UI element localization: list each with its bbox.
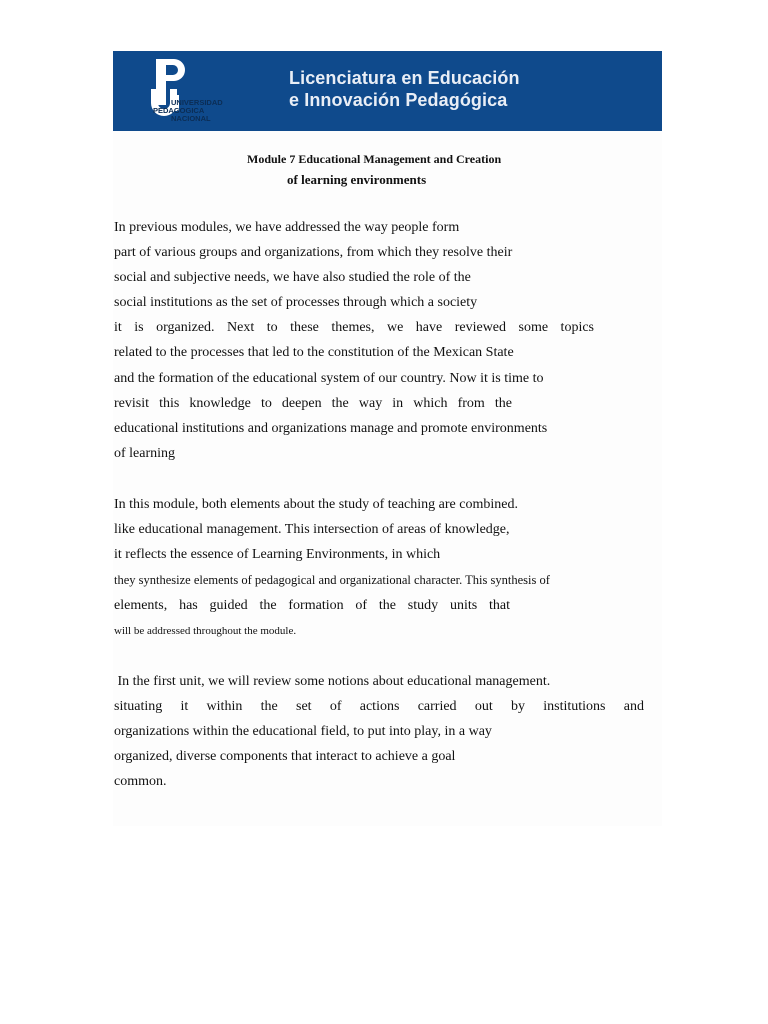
- body-line-7: and the formation of the educational system of our country. Now it is time to: [114, 371, 544, 386]
- program-title-line-2: e Innovación Pedagógica: [289, 90, 508, 110]
- body-line-6: related to the processes that led to the constitution of the Mexican State: [114, 345, 514, 360]
- body-line-20: organized, diverse components that interact to achieve a goal: [114, 749, 456, 764]
- body-line-18: situating it within the set of actions carried out by institutions and: [114, 699, 644, 714]
- module-title-line-1: Module 7 Educational Management and Creation: [247, 152, 502, 166]
- body-line-14: they synthesize elements of pedagogical and organizational character. This synthesis of: [114, 573, 550, 587]
- body-line-1: In previous modules, we have addressed the way people form: [114, 220, 460, 235]
- body-line-2: part of various groups and organizations, from which they resolve their: [114, 245, 513, 260]
- university-line-2: PEDAGOGICA: [153, 106, 205, 115]
- body-line-21: common.: [114, 774, 167, 789]
- body-line-15: elements, has guided the formation of the study units that: [114, 598, 510, 613]
- body-line-9: educational institutions and organizations manage and promote environments: [114, 421, 548, 436]
- body-line-11: In this module, both elements about the study of teaching are combined.: [114, 497, 518, 512]
- body-line-10: of learning: [114, 446, 176, 461]
- body-line-12: like educational management. This intersection of areas of knowledge,: [114, 522, 510, 537]
- body-line-3: social and subjective needs, we have also studied the role of the: [114, 270, 471, 285]
- university-name: [153, 99, 223, 123]
- body-line-5: it is organized. Next to these themes, we have reviewed some topics: [114, 320, 594, 335]
- body-line-13: it reflects the essence of Learning Environments, in which: [114, 547, 441, 562]
- program-title: [289, 67, 520, 111]
- header-banner: [113, 51, 662, 131]
- body-line-4: social institutions as the set of processes through which a society: [114, 295, 478, 310]
- university-line-1: UNIVERSIDAD: [171, 98, 223, 107]
- university-line-3: NACIONAL: [171, 114, 211, 123]
- body-line-8: revisit this knowledge to deepen the way in which from the: [114, 396, 512, 411]
- body-line-17: In the first unit, we will review some notions about educational management.: [114, 674, 551, 689]
- body-line-19: organizations within the educational field, to put into play, in a way: [114, 724, 492, 739]
- body-line-16: will be addressed throughout the module.: [114, 625, 297, 637]
- module-title-line-2: of learning environments: [287, 172, 427, 187]
- program-title-line-1: Licenciatura en Educación: [289, 68, 520, 88]
